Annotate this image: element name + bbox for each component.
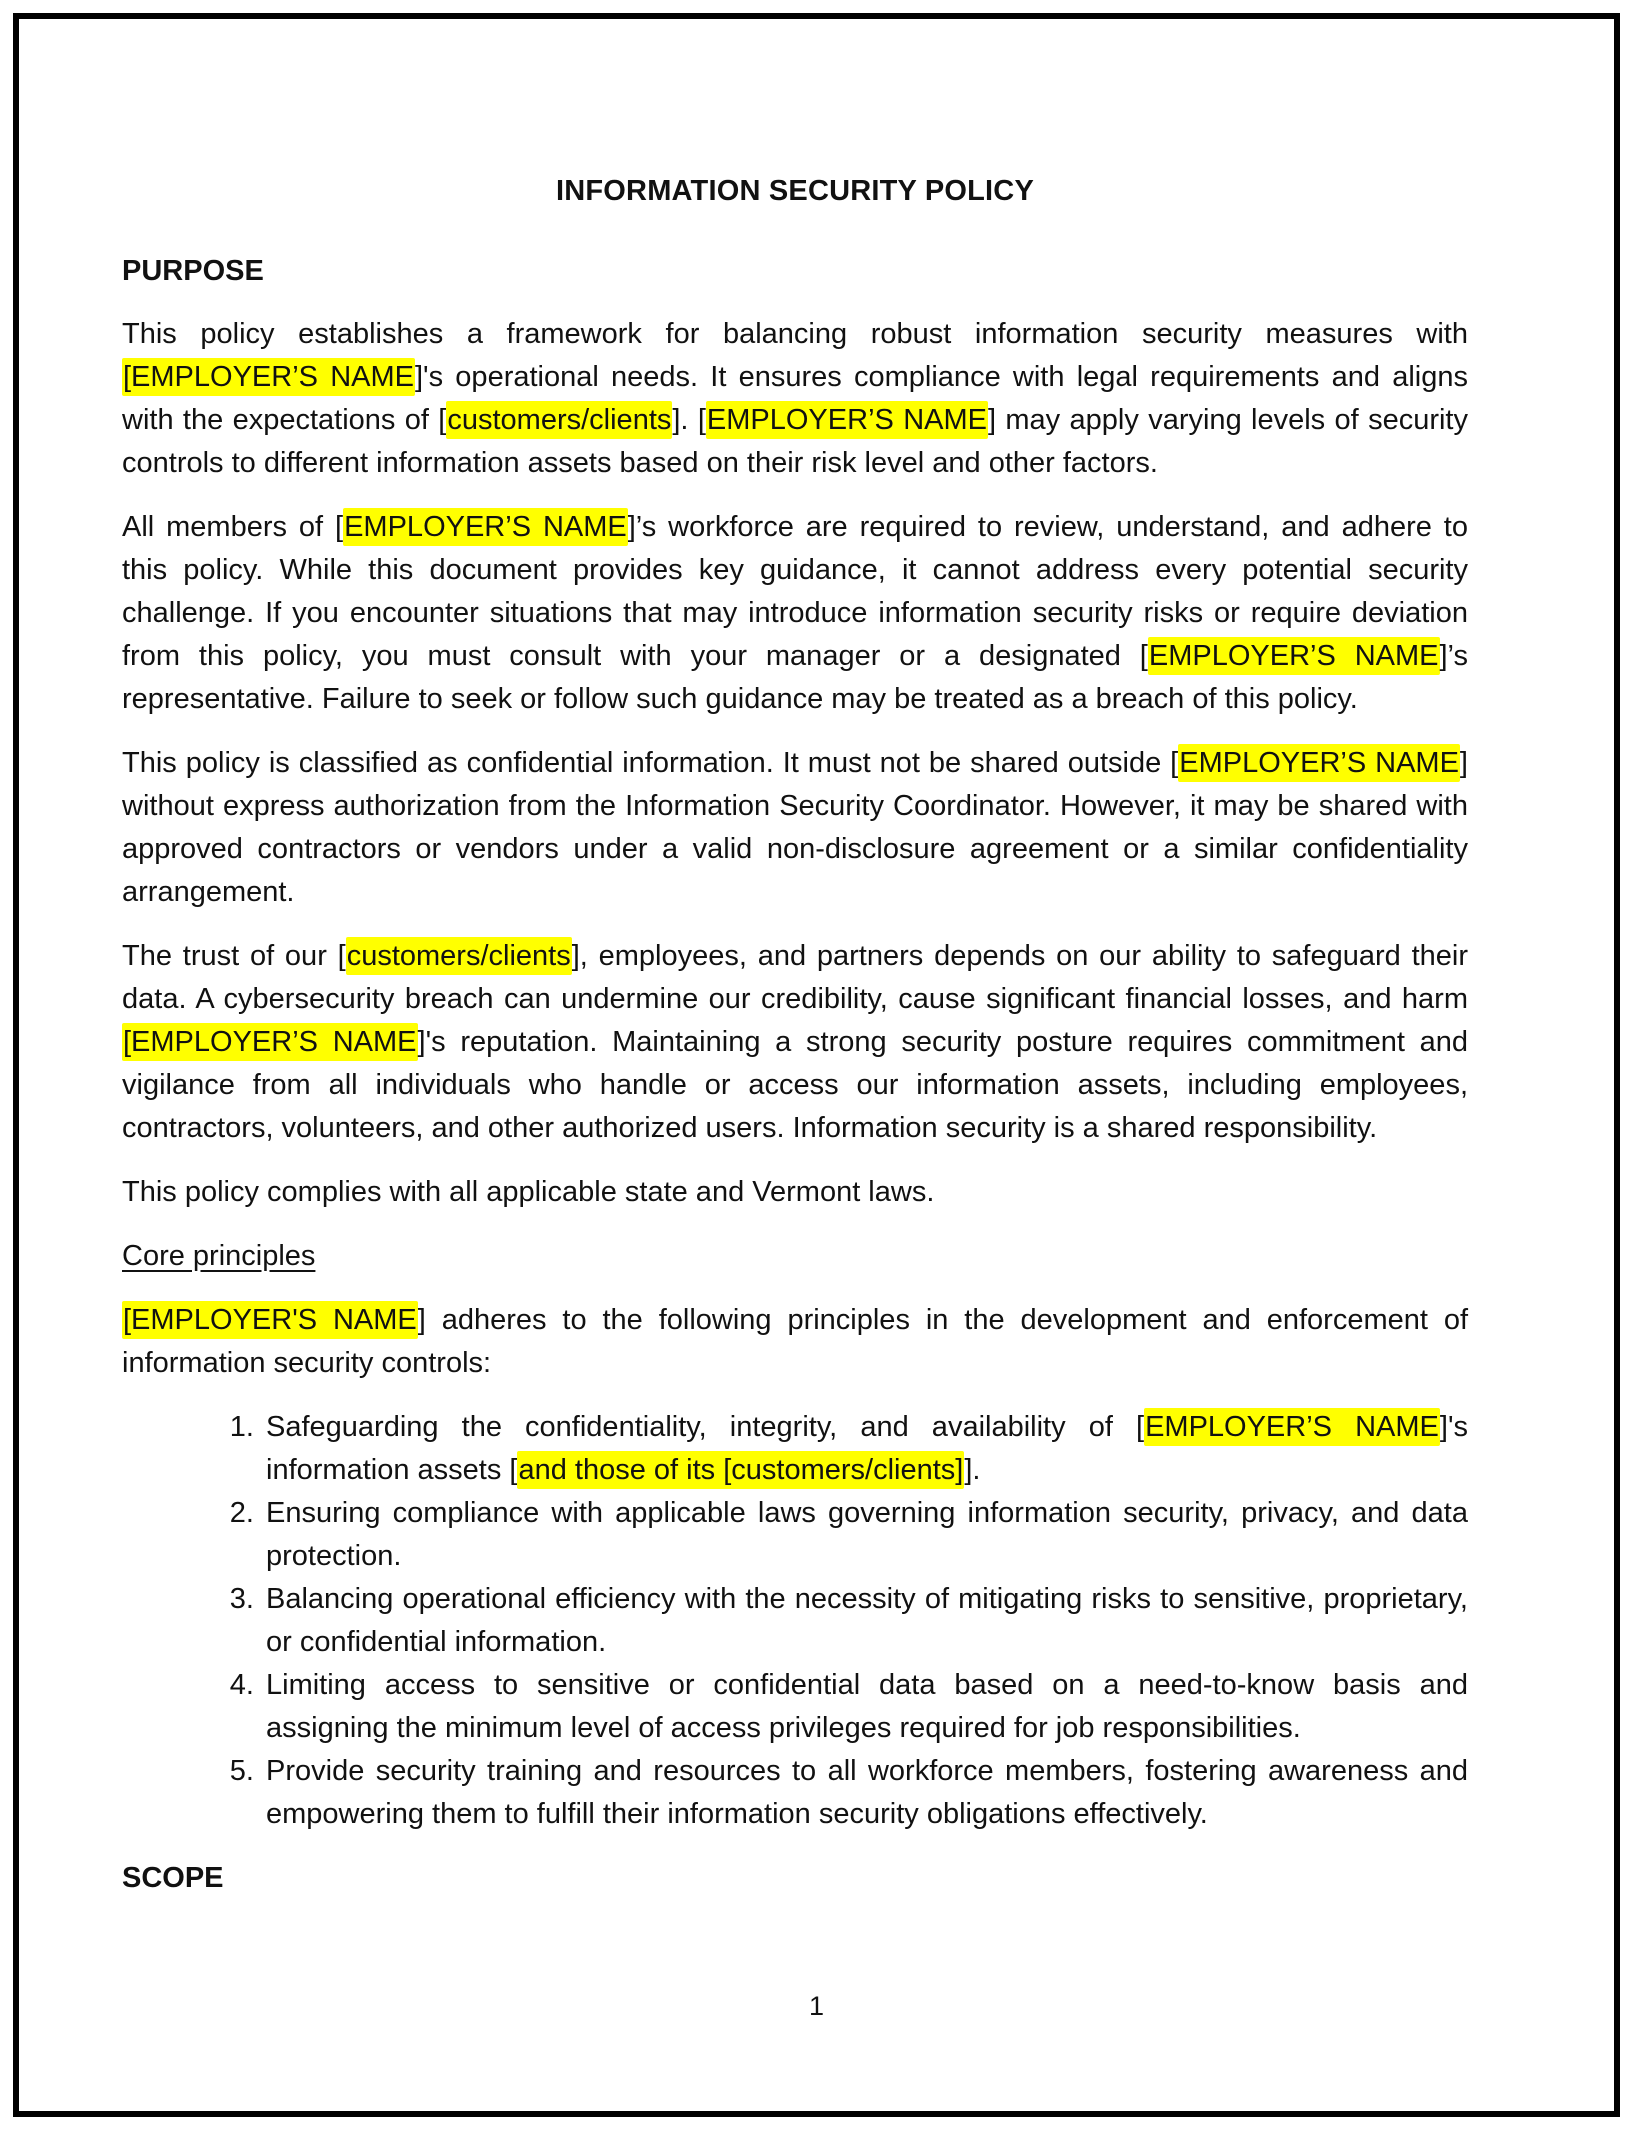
text-run: ]’s workforce are required to review, understand, and adhere to this policy. While this document provides key guidance, it cannot address every potential security challenge. If you encounter situations that may introduce information security risks or require deviation from this policy, you must consult with your manager or a designated [ [122, 511, 1468, 672]
list-item [262, 1750, 1468, 1836]
paragraph [122, 935, 1468, 1150]
highlighted-placeholder: customers/clients [346, 937, 572, 975]
text-run: Balancing operational efficiency with the necessity of mitigating risks to sensitive, proprietary, or confidential information. [266, 1583, 1468, 1658]
highlighted-placeholder: EMPLOYER’S NAME [706, 401, 988, 439]
list-item [262, 1578, 1468, 1664]
document-title: INFORMATION SECURITY POLICY [555, 175, 1034, 207]
section-heading: PURPOSE [122, 255, 264, 287]
text-run: ]. [964, 1454, 981, 1486]
text-run: Limiting access to sensitive or confidential data based on a need-to-know basis and assigning the minimum level of access privileges required for job responsibilities. [266, 1669, 1468, 1744]
text-run: ] adheres to the following principles in the development and enforcement of information security controls: [122, 1304, 1468, 1379]
paragraph [122, 1299, 1468, 1385]
text-run: ], employees, and partners depends on our ability to safeguard their data. A cybersecurity breach can undermine our credibility, cause significant financial losses, and harm [122, 940, 1468, 1015]
text-run: Safeguarding the confidentiality, integrity, and availability of [ [266, 1411, 1145, 1443]
highlighted-placeholder: EMPLOYER’S NAME [1178, 744, 1460, 782]
highlighted-placeholder: and those of its [customers/clients] [517, 1451, 964, 1489]
highlighted-placeholder: EMPLOYER’S NAME [1148, 637, 1440, 675]
text-run: ] may apply varying levels of security controls to different information assets based on their risk level and other factors. [122, 404, 1468, 479]
list-item [262, 1406, 1468, 1492]
text-run: Ensuring compliance with applicable laws governing information security, privacy, and data protection. [266, 1497, 1468, 1572]
text-run: ]. [ [672, 404, 706, 436]
highlighted-placeholder: [EMPLOYER’S NAME [122, 1023, 418, 1061]
text-run: ] without express authorization from the Information Security Coordinator. However, it may be shared with approved contractors or vendors under a valid non-disclosure agreement or a similar confidentiality arrangement. [122, 747, 1468, 908]
paragraph [122, 506, 1468, 721]
highlighted-placeholder: customers/clients [446, 401, 672, 439]
text-run: Provide security training and resources to all workforce members, fostering awareness and empowering them to fulfill their information security obligations effectively. [266, 1755, 1468, 1830]
document-page [122, 170, 1468, 1920]
text-run: ]'s operational needs. It ensures compliance with legal requirements and aligns with the expectations of [ [122, 361, 1468, 436]
text-run: All members of [ [122, 511, 344, 543]
text-run: ]'s information assets [ [266, 1411, 1468, 1486]
subsection-heading: Core principles [122, 1240, 316, 1272]
highlighted-placeholder: [EMPLOYER'S NAME [122, 1301, 418, 1339]
text-run: This policy complies with all applicable state and Vermont laws. [122, 1176, 935, 1208]
text-run: ]'s reputation. Maintaining a strong security posture requires commitment and vigilance from all individuals who handle or access our information assets, including employees, contractors, volunteers, and other authorized users. Information security is a shared responsibility. [122, 1026, 1469, 1144]
page-number: 1 [808, 1991, 825, 2021]
paragraph [122, 742, 1468, 914]
text-run: ]’s representative. Failure to seek or follow such guidance may be treated as a breach of this policy. [122, 640, 1468, 715]
highlighted-placeholder: [EMPLOYER’S NAME [122, 358, 415, 396]
text-run: The trust of our [ [122, 940, 346, 972]
document-body [122, 250, 1468, 1900]
list-item [262, 1664, 1468, 1750]
numbered-list [122, 1406, 1468, 1836]
text-run: This policy is classified as confidential information. It must not be shared outside [ [122, 747, 1179, 779]
highlighted-placeholder: EMPLOYER’S NAME [343, 508, 628, 546]
highlighted-placeholder: EMPLOYER’S NAME [1144, 1408, 1440, 1446]
text-run: This policy establishes a framework for balancing robust information security measures with [122, 318, 1468, 350]
paragraph [122, 313, 1468, 485]
list-item [262, 1492, 1468, 1578]
paragraph [122, 1171, 1468, 1214]
section-heading: SCOPE [122, 1862, 224, 1894]
